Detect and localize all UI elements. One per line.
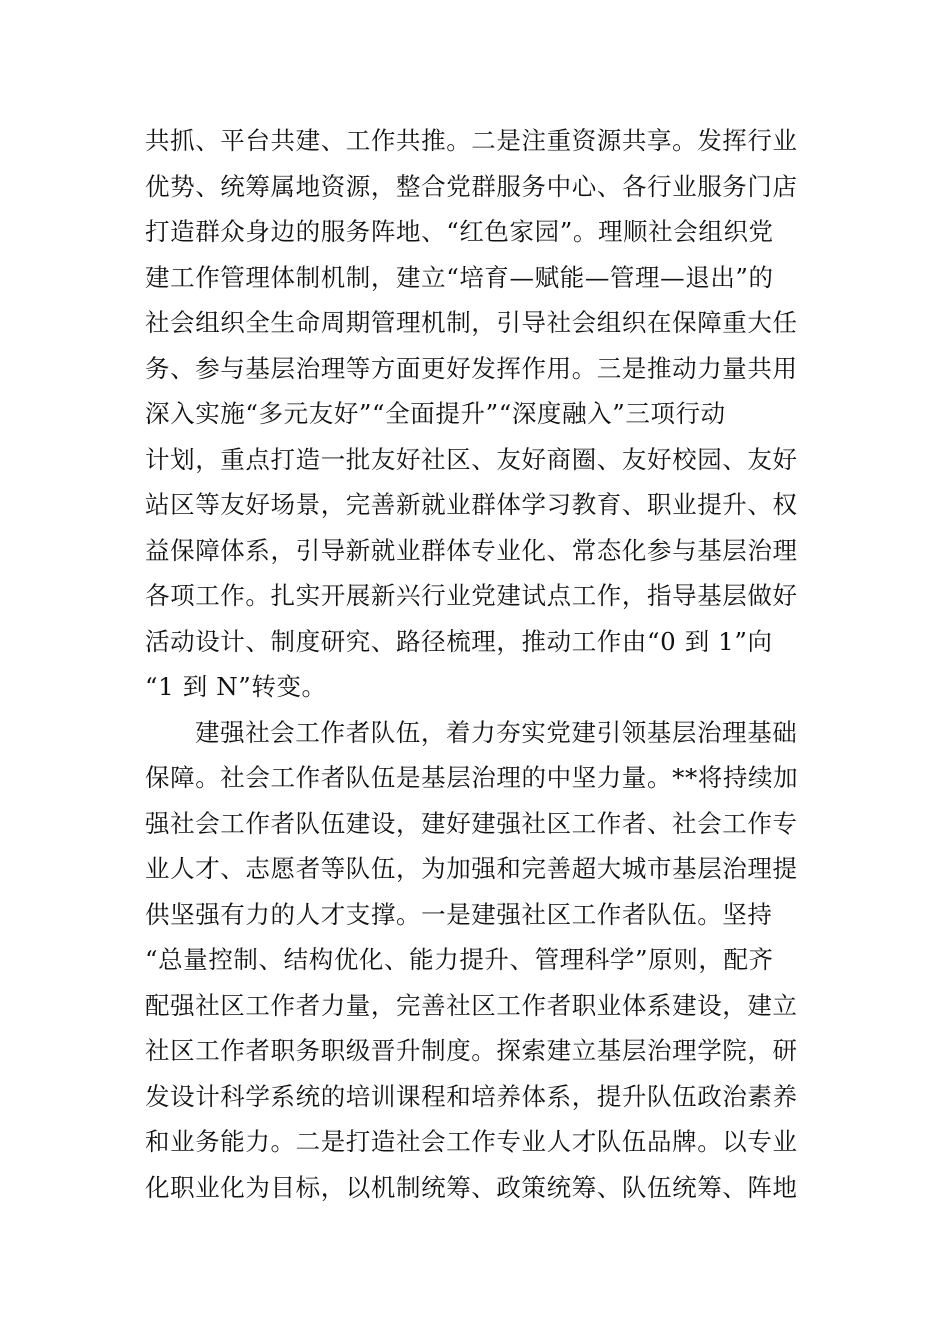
- text-line: “1 到 N”转变。: [145, 672, 327, 701]
- text-line: 站区等友好场景，完善新就业群体学习教育、职业提升、权: [145, 490, 798, 519]
- text-line: 强社会工作者队伍建设，建好建强社区工作者、社会工作专: [145, 808, 798, 838]
- text-line: 活动设计、制度研究、路径梳理，推动工作由“0 到 1”向: [145, 626, 773, 656]
- text-line: 配强社区工作者力量，完善社区工作者职业体系建设，建立: [145, 990, 798, 1020]
- text-line: 供坚强有力的人才支撑。一是建强社区工作者队伍。坚持: [145, 899, 773, 929]
- text-line: 化职业化为目标，以机制统筹、政策统筹、队伍统筹、阵地: [145, 1172, 798, 1202]
- text-line: 发设计科学系统的培训课程和培养体系，提升队伍政治素养: [145, 1081, 798, 1111]
- text-line: 社区工作者职务职级晋升制度。探索建立基层治理学院，研: [145, 1036, 798, 1065]
- text-line: 计划，重点打造一批友好社区、友好商圈、友好校园、友好: [145, 444, 798, 474]
- text-line: 社会组织全生命周期管理机制，引导社会组织在保障重大任: [145, 308, 798, 337]
- text-line: 益保障体系，引导新就业群体专业化、常态化参与基层治理: [145, 535, 798, 565]
- text-line: 共抓、平台共建、工作共推。二是注重资源共享。发挥行业: [145, 126, 798, 155]
- text-line-indented: 建强社会工作者队伍，着力夯实党建引领基层治理基础: [195, 717, 798, 747]
- text-line: 和业务能力。二是打造社会工作专业人才队伍品牌。以专业: [145, 1127, 798, 1156]
- text-line: 建工作管理体制机制，建立“培育—赋能—管理—退出”的: [145, 262, 774, 292]
- text-line: “总量控制、结构优化、能力提升、管理科学”原则，配齐: [145, 945, 774, 974]
- text-line: 打造群众身边的服务阵地、“红色家园”。理顺社会组织党: [145, 217, 774, 246]
- text-line: 深入实施“多元友好”“全面提升”“深度融入”三项行动: [145, 399, 726, 428]
- text-line: 务、参与基层治理等方面更好发挥作用。三是推动力量共用: [145, 353, 798, 383]
- text-line: 业人才、志愿者等队伍，为加强和完善超大城市基层治理提: [145, 854, 798, 883]
- text-line: 保障。社会工作者队伍是基层治理的中坚力量。**将持续加: [145, 763, 799, 792]
- text-line: 各项工作。扎实开展新兴行业党建试点工作，指导基层做好: [145, 581, 798, 610]
- text-line: 优势、统筹属地资源，整合党群服务中心、各行业服务门店: [145, 171, 798, 201]
- body-text: [145, 118, 815, 1210]
